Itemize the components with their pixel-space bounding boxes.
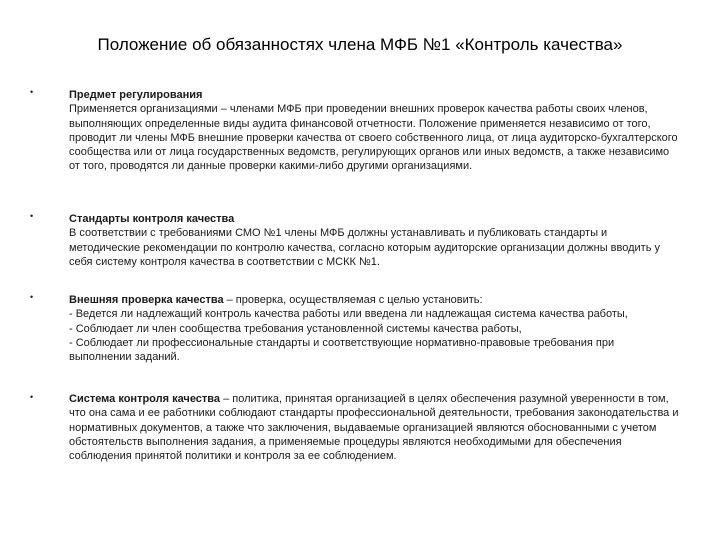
bullet-4: • bbox=[30, 392, 34, 402]
section-subject bbox=[69, 88, 679, 174]
section-heading: Система контроля качества bbox=[69, 393, 221, 405]
bullet-2: • bbox=[30, 211, 34, 221]
section-body: В соответствии с требованиями СМО №1 члены МФБ должны устанавливать и публиковать стандарты и методические рекомендации по контролю качества, согласно которым аудиторские организации должны вводить у себя систему контроля качества в соответствии с МСКК №1. bbox=[69, 227, 660, 268]
section-body: Применяется организациями – членами МФБ при проведении внешних проверок качества работы своих членов, выполняющих определенные виды аудита финансовой отчетности. Положение применяется независимо от того, проводит ли члены МФБ внешние проверки качества от своего собственного лица, от лица аудиторско-бухгалтерского сообщества или от лица государственных ведомств, регулирующих органов или иных ведомств, а также независимо от того, проводятся ли данные проверки какими-либо другими организациями. bbox=[69, 103, 678, 173]
section-lead-line bbox=[69, 293, 679, 307]
section-standards bbox=[69, 212, 679, 269]
section-heading: Предмет регулирования bbox=[69, 89, 203, 101]
section-heading: Внешняя проверка качества bbox=[69, 294, 224, 306]
section-heading: Стандарты контроля качества bbox=[69, 213, 235, 225]
section-external-review bbox=[69, 293, 679, 364]
section-lead: – проверка, осуществляемая с целью установить: bbox=[223, 294, 483, 306]
list-item: - Ведется ли надлежащий контроль качества работы или введена ли надлежащая система качества работы, bbox=[69, 308, 628, 321]
bullet-1: • bbox=[30, 87, 34, 97]
list-item: - Соблюдает ли профессиональные стандарты и соответствующие нормативно-правовые требования при выполнении заданий. bbox=[69, 336, 615, 364]
list-item: - Соблюдает ли член сообщества требования установленной системы качества работы, bbox=[69, 322, 522, 335]
page-title: Положение об обязанностях члена МФБ №1 «Контроль качества» bbox=[97, 35, 623, 54]
section-lead: – политика, принятая организацией в целях обеспечения разумной уверенности в том, что она сама и ее работники соблюдают стандарты профессиональной деятельности, требования законодательства и нормативных документов, а также что заключения, выдаваемые организацией являются обоснованными с учетом обстоятельств выполнения задания, а применяемые процедуры являются необходимыми для обеспечения соблюдения принятой политики и контроля за ее соблюдением. bbox=[69, 393, 679, 463]
section-lead-line bbox=[69, 392, 679, 463]
bullet-3: • bbox=[30, 292, 34, 302]
section-quality-system bbox=[69, 392, 679, 463]
